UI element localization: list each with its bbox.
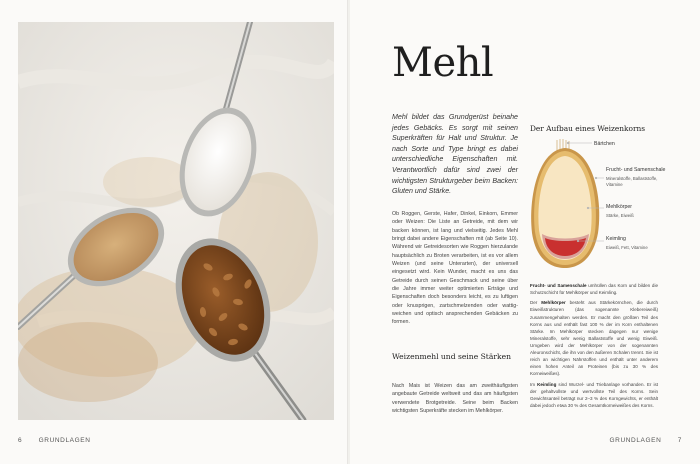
intro-paragraph: Mehl bildet das Grundgerüst beinahe jedes Gebäcks. Es sorgt mit seinen Superkräften für Halt und Struktur. Je nach Sorte und Type bringt es dabei unterschiedliche Eigenschaften mit. Verantwortlich dafür sind zwei der wichtigsten Strukturgeber beim Backen: Gluten und Stärke. — [392, 113, 518, 196]
label-schale-sub: Mineralstoffe, Ballaststoffe, Vitamine — [606, 176, 658, 188]
text-schale: umhüllen das Korn und bilden die Schutzschicht für Mehlkörper und Keimling. — [530, 283, 658, 296]
text-mehlkoerper: besteht aus Stärkekörnchen, die durch Eiweißstrukturen (das sogenannte Klebereiweiß) zusammengehalten werden. Er macht den größten Teil des Korns aus und enthält fast 100 % der im Korn enthaltenen Stärke. Im Mehlkörper stecken dagegen nur wenige Mineralstoffe, sehr wenig Ballaststoffe und wenig Eiweiß. Umgeben wird der Mehlkörper von der sogenannten Aleuronschicht, die ihn von den äußeren Schalen trennt. Sie ist reich an wichtigen Nährstoffen und enthält unter anderem einen hohen Anteil an Proteinen (bis zu 30 % des Korneiweißes). — [530, 300, 658, 377]
body-paragraph-2: Nach Mais ist Weizen das am zweithäufigsten angebaute Getreide weltweit und das am häufigsten verwendete Brotgetreide. Seine beim Backen wichtigsten Superkräfte stecken im Mehlkörper. — [392, 383, 518, 415]
grain-explanation — [530, 282, 658, 412]
label-keimling-sub: Eiweiß, Fett, Vitamine — [606, 245, 648, 250]
explanation-paragraph-keimling — [530, 381, 658, 409]
term-schale: Frucht- und Samenschale — [530, 283, 587, 288]
label-baertchen: Bärtchen — [594, 141, 615, 147]
label-schale: Frucht- und Samenschale — [606, 167, 666, 173]
right-page-footer — [610, 437, 683, 444]
explanation-paragraph-schale — [530, 282, 658, 296]
section-label-left: GRUNDLAGEN — [38, 437, 91, 444]
page-number-right: 7 — [677, 437, 682, 444]
flour-spoons-photo — [18, 22, 334, 420]
subheading: Weizenmehl und seine Stärken — [392, 352, 511, 361]
diagram-title: Der Aufbau eines Weizenkorns — [530, 124, 646, 133]
body-paragraph-1: Ob Roggen, Gerste, Hafer, Dinkel, Einkorn, Emmer oder Weizen: Die Liste an Getreide, mit dem wir backen können, ist lang und vielseitig. Jedes Mehl bringt dabei andere Eigenschaften mit (ab Seite 10). Während wir Getreidesorten wie Roggen hierzulande hauptsächlich zu Broten verarbeiten, ist es vor allem Weizen (und seine Unterarten), der universell eingesetzt wird. Kein Wunder, macht es uns das Getreide durch seinen Geschmack und seine über die Jahre immer weiter optimierten Erträge und Eigenschaften doch besonders leicht, es zu luftigen oder knusprigen, zartschmelzenden oder wattig-weichen und optisch ansprechenden Gebäcken zu formen. — [392, 211, 518, 326]
page-number-left: 6 — [18, 437, 23, 444]
left-page — [0, 0, 348, 464]
label-mehlkoerper: Mehlkörper — [606, 204, 632, 210]
wheat-grain-diagram — [530, 138, 666, 273]
flour-photo-illustration — [18, 22, 334, 420]
label-keimling: Keimling — [606, 236, 626, 242]
label-mehlkoerper-sub: Stärke, Eiweiß — [606, 213, 634, 218]
text-mehlkoerper-pre: Der — [530, 300, 542, 306]
left-page-footer — [18, 437, 91, 444]
term-keimling: Keimling — [537, 381, 557, 387]
wheat-grain-illustration — [530, 138, 660, 273]
page-title: Mehl — [392, 40, 494, 86]
section-label-right: GRUNDLAGEN — [609, 437, 662, 444]
text-keimling: sind Wurzel- und Triebanlage vorhanden. Er ist der gehaltvollste und wertvollste Teil des Korns. Sein Gewichtsanteil beträgt nur 2–3 % des Korngewichts, er enthält dabei jedoch etwa 30 % des Gesamtkorneiweißes des Korns. — [530, 381, 658, 408]
explanation-paragraph-mehlkoerper — [530, 299, 658, 377]
term-mehlkoerper: Mehlkörper — [541, 300, 566, 306]
text-keimling-pre: Im — [530, 381, 538, 387]
